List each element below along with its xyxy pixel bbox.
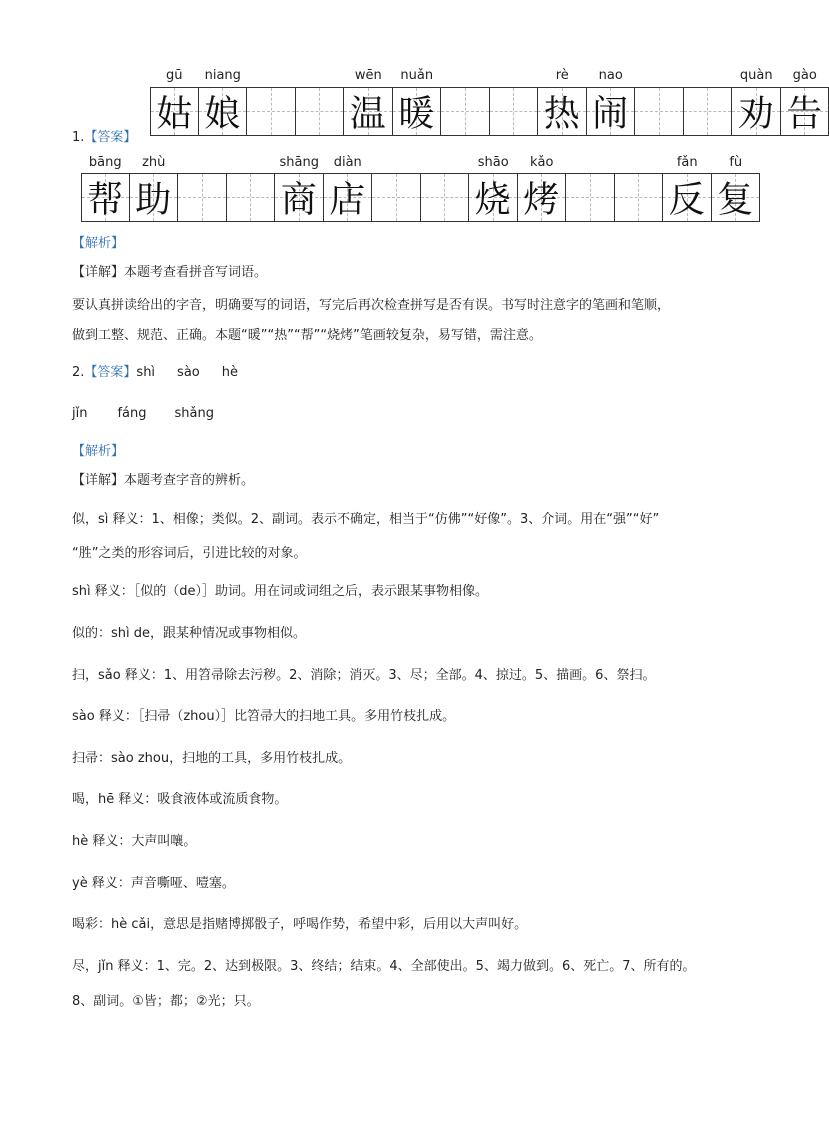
- q2-answer-3: hè: [221, 365, 238, 380]
- grid-cell: [469, 173, 518, 222]
- answer-grid-row-2: [81, 173, 760, 222]
- grid-cell: [635, 87, 684, 136]
- grid-cell: [566, 173, 615, 222]
- grid-cell: [441, 87, 490, 136]
- hanzi-char: 烧: [474, 179, 511, 221]
- q2-answer-5: fáng: [117, 406, 147, 421]
- pinyin-label: fǎn: [676, 155, 698, 170]
- q2-line-8: 喝，hē 释义：吸食液体或流质食物。: [72, 792, 288, 807]
- grid-cell: [587, 87, 636, 136]
- pinyin-label: diàn: [333, 155, 362, 170]
- grid-cell: [344, 87, 393, 136]
- q2-analysis-tag: 【解析】: [72, 444, 125, 459]
- q2-line-6: sào 释义：［扫帚（zhou）］比笤帚大的扫地工具。多用竹枝扎成。: [72, 709, 456, 724]
- hanzi-char: 助: [135, 179, 172, 221]
- q2-answer-4: jǐn: [72, 406, 88, 421]
- grid-cell: [732, 87, 781, 136]
- q1-analysis-tag: 【解析】: [72, 236, 125, 251]
- hanzi-char: 温: [349, 93, 386, 135]
- grid-cell: [393, 87, 442, 136]
- pinyin-label: nao: [598, 68, 623, 83]
- q2-line-3: shì 释义：［似的（de）］助词。用在词或词组之后，表示跟某事物相像。: [72, 584, 489, 599]
- grid-cell: [178, 173, 227, 222]
- pinyin-label: gū: [166, 68, 183, 83]
- hanzi-char: 热: [543, 93, 580, 135]
- grid-cell: [227, 173, 276, 222]
- grid-cell: [712, 173, 761, 222]
- grid-cell: [684, 87, 733, 136]
- hanzi-char: 帮: [87, 179, 124, 221]
- q1-body-line-2: 做到工整、规范、正确。本题“暖”“热”“帮”“烧烤”笔画较复杂，易写错，需注意。: [72, 328, 542, 343]
- hanzi-char: 姑: [156, 93, 193, 135]
- hanzi-char: 劝: [737, 93, 774, 135]
- pinyin-label: bāng: [88, 155, 122, 170]
- q2-line-4: 似的：shì de，跟某种情况或事物相似。: [72, 626, 307, 641]
- grid-cell: [538, 87, 587, 136]
- q1-label: [72, 126, 136, 145]
- grid-cell: [199, 87, 248, 136]
- hanzi-char: 复: [717, 179, 754, 221]
- grid-cell: [130, 173, 179, 222]
- q2-line-5: 扫，sǎo 释义：1、用笤帚除去污秽。2、消除；消灭。3、尽；全部。4、掠过。5、描画。6、祭扫。: [72, 668, 656, 683]
- hanzi-char: 商: [280, 179, 317, 221]
- pinyin-label: rè: [555, 68, 569, 83]
- pinyin-label: quàn: [739, 68, 773, 83]
- q1-number: 1.: [72, 130, 85, 145]
- q2-answer-1: shì: [136, 365, 156, 380]
- pinyin-label: shāng: [279, 155, 319, 170]
- q2-line-1: 似，sì 释义：1、相像；类似。2、副词。表示不确定，相当于“仿佛”“好像”。3、介词。用在“强”“好”: [72, 512, 660, 527]
- q2-line-2: “胜”之类的形容词后，引进比较的对象。: [72, 546, 307, 561]
- pinyin-label: zhù: [142, 155, 166, 170]
- q2-line-9: hè 释义：大声叫嚷。: [72, 834, 197, 849]
- q2-line-7: 扫帚：sào zhou，扫地的工具，多用竹枝扎成。: [72, 751, 352, 766]
- q2-line-12: 尽，jǐn 释义：1、完。2、达到极限。3、终结；结束。4、全部使出。5、竭力做到。6、死亡。7、所有的。: [72, 959, 696, 974]
- grid-cell: [490, 87, 539, 136]
- hanzi-char: 烤: [523, 179, 560, 221]
- pinyin-label: niang: [204, 68, 241, 83]
- hanzi-char: 告: [786, 93, 823, 135]
- answer-grid-row-1: [150, 87, 829, 136]
- grid-cell: [324, 173, 373, 222]
- hanzi-char: 闹: [592, 93, 629, 135]
- q2-answer-line-2: [72, 405, 214, 423]
- q2-answer-tag: 【答案】: [84, 365, 137, 380]
- hanzi-char: 娘: [204, 93, 241, 135]
- q2-line-10: yè 释义：声音嘶哑、噎塞。: [72, 876, 235, 891]
- q1-body-line-1: 要认真拼读给出的字音，明确要写的词语，写完后再次检查拼写是否有误。书写时注意字的笔画和笔顺，: [72, 298, 671, 313]
- q1-detail: 【详解】本题考查看拼音写词语。: [72, 265, 268, 280]
- pinyin-label: fù: [729, 155, 743, 170]
- q1-answer-tag: 【答案】: [84, 130, 137, 145]
- grid-cell: [421, 173, 470, 222]
- q2-line-11: 喝彩：hè cǎi，意思是指赌博掷骰子，呼喝作势，希望中彩，后用以大声叫好。: [72, 917, 528, 932]
- q2-answer-6: shǎng: [174, 406, 214, 421]
- hanzi-char: 暖: [398, 93, 435, 135]
- grid-cell: [781, 87, 829, 136]
- hanzi-char: 店: [329, 179, 366, 221]
- q2-number: 2.: [72, 365, 85, 380]
- grid-cell: [150, 87, 199, 136]
- q2-line-13: 8、副词。①皆；都；②光；只。: [72, 994, 260, 1009]
- grid-cell: [81, 173, 130, 222]
- grid-cell: [518, 173, 567, 222]
- grid-cell: [247, 87, 296, 136]
- grid-cell: [372, 173, 421, 222]
- grid-cell: [296, 87, 345, 136]
- grid-cell: [615, 173, 664, 222]
- pinyin-label: shāo: [477, 155, 509, 170]
- pinyin-label: kǎo: [530, 155, 554, 170]
- pinyin-label: gào: [792, 68, 817, 83]
- q2-answer-line-1: [72, 364, 238, 382]
- q2-answer-2: sào: [177, 365, 200, 380]
- hanzi-char: 反: [668, 179, 705, 221]
- grid-cell: [275, 173, 324, 222]
- pinyin-label: nuǎn: [400, 68, 434, 83]
- grid-cell: [663, 173, 712, 222]
- pinyin-label: wēn: [354, 68, 382, 83]
- q2-detail: 【详解】本题考查字音的辨析。: [72, 473, 255, 488]
